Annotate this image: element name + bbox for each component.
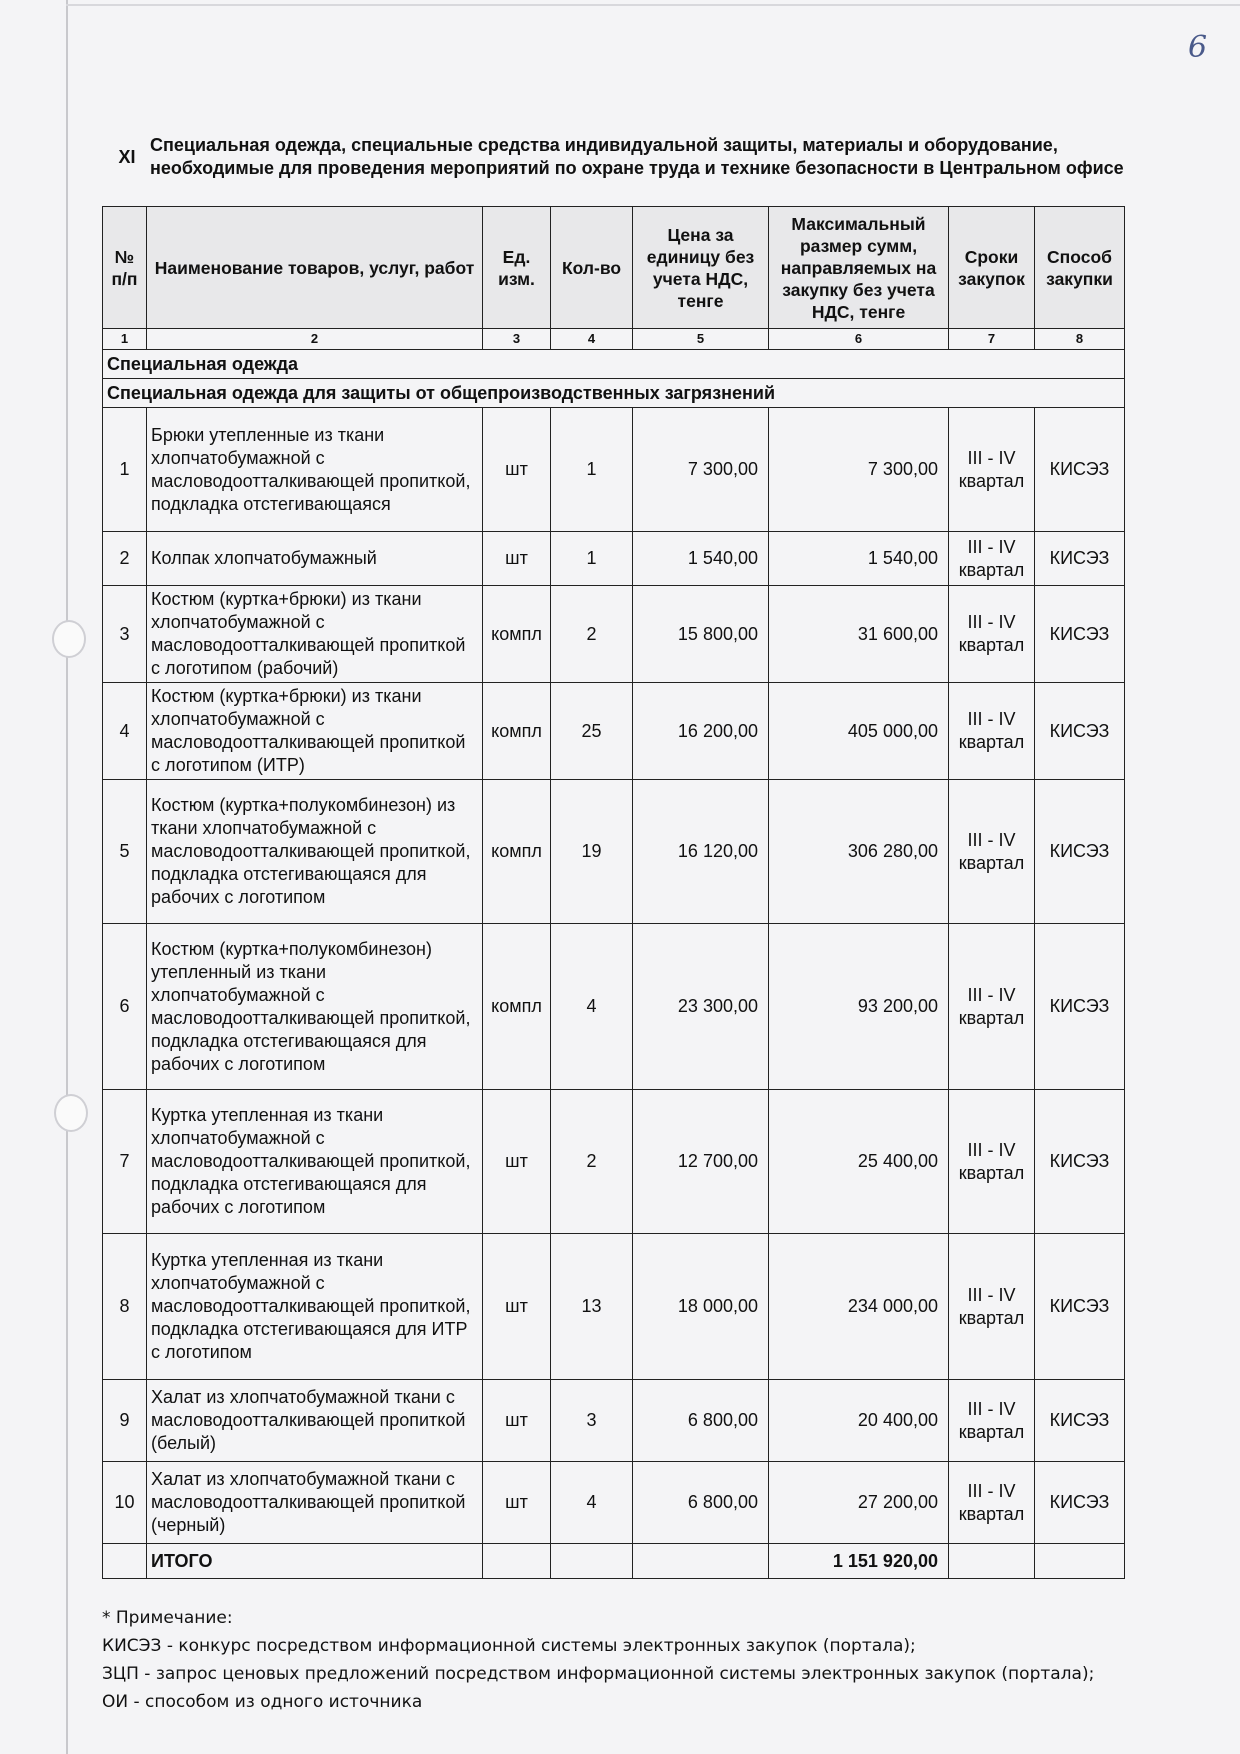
row-qty: 13 xyxy=(551,1234,633,1380)
row-method: КИСЭЗ xyxy=(1035,1462,1125,1544)
row-qty: 4 xyxy=(551,924,633,1090)
punch-hole xyxy=(52,620,86,658)
column-number: 5 xyxy=(633,329,769,350)
row-sum: 1 540,00 xyxy=(769,532,949,586)
row-price: 6 800,00 xyxy=(633,1380,769,1462)
row-unit: шт xyxy=(483,1380,551,1462)
row-qty: 4 xyxy=(551,1462,633,1544)
table-row xyxy=(103,1380,1125,1462)
header-price: Цена за единицу без учета НДС, тенге xyxy=(633,207,769,329)
row-term: III - IV квартал xyxy=(949,683,1035,780)
page-left-edge xyxy=(66,0,68,1754)
row-qty: 3 xyxy=(551,1380,633,1462)
total-label: ИТОГО xyxy=(147,1544,483,1579)
row-unit: компл xyxy=(483,683,551,780)
column-number: 2 xyxy=(147,329,483,350)
total-empty-cell xyxy=(1035,1544,1125,1579)
row-method: КИСЭЗ xyxy=(1035,1380,1125,1462)
column-number: 6 xyxy=(769,329,949,350)
note-zcp: ЗЦП - запрос ценовых предложений посредством информационной системы электронных закупок (портала); xyxy=(102,1664,1095,1684)
row-name: Халат из хлопчатобумажной ткани с масловодоотталкивающей пропиткой (черный) xyxy=(147,1462,483,1544)
row-price: 7 300,00 xyxy=(633,408,769,532)
handwritten-page-number: 6 xyxy=(1188,30,1208,65)
row-num: 6 xyxy=(103,924,147,1090)
total-empty-cell xyxy=(483,1544,551,1579)
table-row xyxy=(103,1462,1125,1544)
table-row xyxy=(103,408,1125,532)
row-term: III - IV квартал xyxy=(949,586,1035,683)
table-row xyxy=(103,780,1125,924)
row-sum: 93 200,00 xyxy=(769,924,949,1090)
total-empty-cell xyxy=(103,1544,147,1579)
row-unit: компл xyxy=(483,924,551,1090)
column-number-row xyxy=(103,329,1125,350)
row-unit: шт xyxy=(483,1234,551,1380)
header-num: № п/п xyxy=(103,207,147,329)
page-top-edge xyxy=(66,4,1240,6)
row-name: Куртка утепленная из ткани хлопчатобумажной с масловодоотталкивающей пропиткой, подкладка отстегивающаяся для рабочих с логотипом xyxy=(147,1090,483,1234)
column-number: 1 xyxy=(103,329,147,350)
note-heading: * Примечание: xyxy=(102,1608,233,1628)
table-header-row xyxy=(103,207,1125,329)
row-method: КИСЭЗ xyxy=(1035,924,1125,1090)
row-term: III - IV квартал xyxy=(949,780,1035,924)
row-term: III - IV квартал xyxy=(949,1462,1035,1544)
row-num: 8 xyxy=(103,1234,147,1380)
header-term: Сроки закупок xyxy=(949,207,1035,329)
header-max-sum: Максимальный размер сумм, направляемых на закупку без учета НДС, тенге xyxy=(769,207,949,329)
row-price: 1 540,00 xyxy=(633,532,769,586)
row-name: Брюки утепленные из ткани хлопчатобумажной с масловодоотталкивающей пропиткой, подкладка отстегивающаяся xyxy=(147,408,483,532)
row-qty: 2 xyxy=(551,586,633,683)
row-qty: 19 xyxy=(551,780,633,924)
total-empty-cell xyxy=(551,1544,633,1579)
row-sum: 20 400,00 xyxy=(769,1380,949,1462)
row-method: КИСЭЗ xyxy=(1035,1234,1125,1380)
row-method: КИСЭЗ xyxy=(1035,683,1125,780)
row-name: Костюм (куртка+брюки) из ткани хлопчатобумажной с масловодоотталкивающей пропиткой с логотипом (рабочий) xyxy=(147,586,483,683)
row-name: Костюм (куртка+полукомбинезон) утепленный из ткани хлопчатобумажной с масловодоотталкивающей пропиткой, подкладка отстегивающаяся для рабочих с логотипом xyxy=(147,924,483,1090)
row-num: 3 xyxy=(103,586,147,683)
note-oi: ОИ - способом из одного источника xyxy=(102,1692,423,1712)
section-number: XI xyxy=(118,146,136,167)
row-unit: шт xyxy=(483,408,551,532)
section-title: Специальная одежда, специальные средства индивидуальной защиты, материалы и оборудование, необходимые для проведения мероприятий по охране труда и технике безопасности в Центральном офисе xyxy=(150,135,1124,178)
row-qty: 1 xyxy=(551,532,633,586)
row-unit: шт xyxy=(483,1462,551,1544)
table-row xyxy=(103,532,1125,586)
total-sum: 1 151 920,00 xyxy=(769,1544,949,1579)
total-empty-cell xyxy=(633,1544,769,1579)
subgroup-row xyxy=(103,379,1125,408)
row-num: 2 xyxy=(103,532,147,586)
header-method: Способ закупки xyxy=(1035,207,1125,329)
row-sum: 31 600,00 xyxy=(769,586,949,683)
column-number: 3 xyxy=(483,329,551,350)
row-num: 4 xyxy=(103,683,147,780)
row-term: III - IV квартал xyxy=(949,924,1035,1090)
row-term: III - IV квартал xyxy=(949,1090,1035,1234)
column-number: 4 xyxy=(551,329,633,350)
table-row xyxy=(103,1090,1125,1234)
section-heading xyxy=(104,134,1124,180)
table-row xyxy=(103,1234,1125,1380)
row-method: КИСЭЗ xyxy=(1035,408,1125,532)
row-sum: 25 400,00 xyxy=(769,1090,949,1234)
table-row xyxy=(103,924,1125,1090)
group-row xyxy=(103,350,1125,379)
row-sum: 27 200,00 xyxy=(769,1462,949,1544)
row-unit: компл xyxy=(483,780,551,924)
subgroup-title: Специальная одежда для защиты от общепроизводственных загрязнений xyxy=(103,379,1125,408)
group-title: Специальная одежда xyxy=(103,350,1125,379)
row-price: 16 120,00 xyxy=(633,780,769,924)
row-sum: 405 000,00 xyxy=(769,683,949,780)
row-method: КИСЭЗ xyxy=(1035,780,1125,924)
row-price: 23 300,00 xyxy=(633,924,769,1090)
row-term: III - IV квартал xyxy=(949,408,1035,532)
total-row xyxy=(103,1544,1125,1579)
row-sum: 234 000,00 xyxy=(769,1234,949,1380)
row-price: 18 000,00 xyxy=(633,1234,769,1380)
row-qty: 2 xyxy=(551,1090,633,1234)
row-term: III - IV квартал xyxy=(949,1380,1035,1462)
total-empty-cell xyxy=(949,1544,1035,1579)
footnotes xyxy=(102,1604,1202,1716)
procurement-table xyxy=(102,206,1125,1579)
table-row xyxy=(103,683,1125,780)
punch-hole xyxy=(54,1094,88,1132)
row-unit: шт xyxy=(483,532,551,586)
row-name: Костюм (куртка+полукомбинезон) из ткани хлопчатобумажной с масловодоотталкивающей пропиткой, подкладка отстегивающаяся для рабочих с логотипом xyxy=(147,780,483,924)
row-name: Костюм (куртка+брюки) из ткани хлопчатобумажной с масловодоотталкивающей пропиткой с логотипом (ИТР) xyxy=(147,683,483,780)
row-price: 12 700,00 xyxy=(633,1090,769,1234)
row-price: 16 200,00 xyxy=(633,683,769,780)
row-name: Колпак хлопчатобумажный xyxy=(147,532,483,586)
row-num: 5 xyxy=(103,780,147,924)
row-method: КИСЭЗ xyxy=(1035,532,1125,586)
row-unit: шт xyxy=(483,1090,551,1234)
row-term: III - IV квартал xyxy=(949,532,1035,586)
row-price: 6 800,00 xyxy=(633,1462,769,1544)
row-qty: 1 xyxy=(551,408,633,532)
row-term: III - IV квартал xyxy=(949,1234,1035,1380)
row-name: Куртка утепленная из ткани хлопчатобумажной с масловодоотталкивающей пропиткой, подкладка отстегивающаяся для ИТР с логотипом xyxy=(147,1234,483,1380)
row-num: 1 xyxy=(103,408,147,532)
table-row xyxy=(103,586,1125,683)
row-unit: компл xyxy=(483,586,551,683)
row-qty: 25 xyxy=(551,683,633,780)
header-name: Наименование товаров, услуг, работ xyxy=(147,207,483,329)
row-num: 10 xyxy=(103,1462,147,1544)
row-num: 7 xyxy=(103,1090,147,1234)
row-num: 9 xyxy=(103,1380,147,1462)
header-unit: Ед. изм. xyxy=(483,207,551,329)
row-sum: 7 300,00 xyxy=(769,408,949,532)
row-name: Халат из хлопчатобумажной ткани с масловодоотталкивающей пропиткой (белый) xyxy=(147,1380,483,1462)
column-number: 8 xyxy=(1035,329,1125,350)
row-method: КИСЭЗ xyxy=(1035,1090,1125,1234)
row-sum: 306 280,00 xyxy=(769,780,949,924)
note-kisez: КИСЭЗ - конкурс посредством информационной системы электронных закупок (портала); xyxy=(102,1636,916,1656)
row-method: КИСЭЗ xyxy=(1035,586,1125,683)
row-price: 15 800,00 xyxy=(633,586,769,683)
header-qty: Кол-во xyxy=(551,207,633,329)
column-number: 7 xyxy=(949,329,1035,350)
